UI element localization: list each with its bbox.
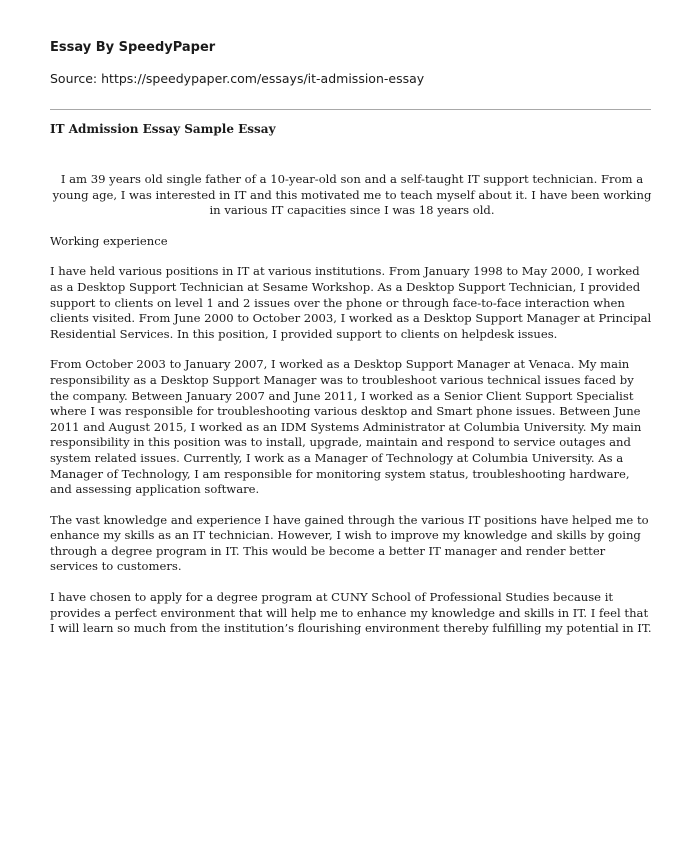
body-paragraph: I have chosen to apply for a degree program at CUNY School of Professional Studies because it provides a perfect environment that will help me to enhance my knowledge and skills in IT. I feel that I will learn so much from the institution’s flourishing environment thereby fulfilling my potential in IT. xyxy=(50,590,652,636)
page-header xyxy=(50,40,650,87)
header-divider xyxy=(50,109,651,110)
body-paragraph: From October 2003 to January 2007, I worked as a Desktop Support Manager at Venaca. My main responsibility as a Desktop Support Manager was to troubleshoot various technical issues faced by the company. Between January 2007 and June 2011, I worked as a Senior Client Support Specialist where I was responsible for troubleshooting various desktop and Smart phone issues. Between June 2011 and August 2015, I worked as an IDM Systems Administrator at Columbia University. My main responsibility in this position was to install, upgrade, maintain and respond to service outages and system related issues. Currently, I work as a Manager of Technology at Columbia University. As a Manager of Technology, I am responsible for monitoring system status, troubleshooting hardware, and assessing application software. xyxy=(50,357,642,497)
section-heading: Working experience xyxy=(50,233,168,248)
body-paragraph: The vast knowledge and experience I have gained through the various IT positions have helped me to enhance my skills as an IT technician. However, I wish to improve my knowledge and skills by going through a degree program in IT. This would be become a better IT manager and render better services to customers. xyxy=(50,512,649,574)
header-title: Essay By SpeedyPaper xyxy=(50,40,216,55)
body-paragraph: I have held various positions in IT at various institutions. From January 1998 to May 2000, I worked as a Desktop Support Technician at Sesame Workshop. As a Desktop Support Technician, I provided support to clients on level 1 and 2 issues over the phone or through face-to-face interaction when clients visited. From June 2000 to October 2003, I worked as a Desktop Support Manager at Principal Residential Services. In this position, I provided support to clients on helpdesk issues. xyxy=(50,264,652,341)
intro-paragraph: I am 39 years old single father of a 10-year-old son and a self-taught IT support technician. From a young age, I was interested in IT and this motivated me to teach myself about it. I have been working in various IT capacities since I was 18 years old. xyxy=(52,172,652,218)
essay-body xyxy=(50,172,654,652)
essay-title: IT Admission Essay Sample Essay xyxy=(50,122,276,136)
source-line: Source: https://speedypaper.com/essays/it-admission-essay xyxy=(50,71,425,86)
